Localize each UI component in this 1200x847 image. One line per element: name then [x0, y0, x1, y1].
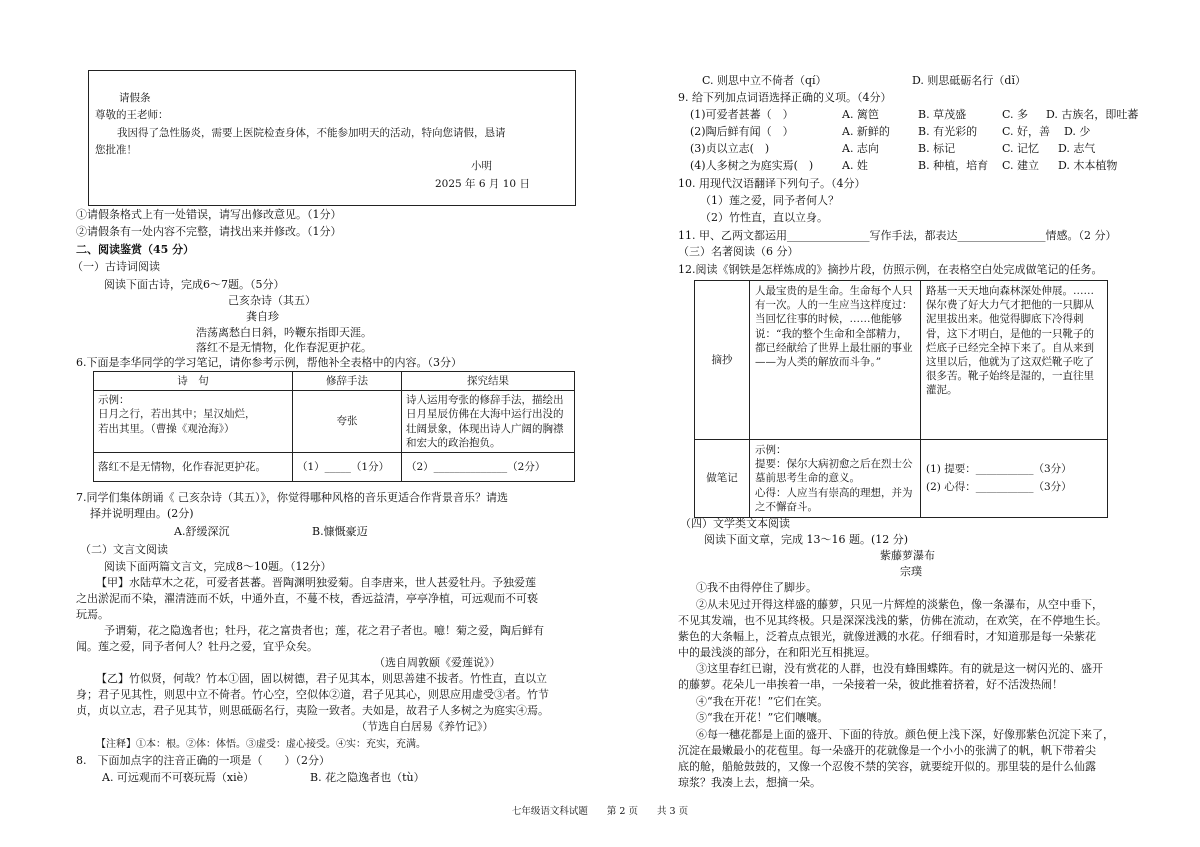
task-poem-line: 落红不是无情物，化作春泥更护花。 — [94, 452, 293, 481]
literature-intro: 阅读下面文章，完成 13～16 题。(12 分) — [704, 533, 909, 546]
q9-row4-d: D. 木本植物 — [1058, 159, 1118, 172]
section-2-title: 二、阅读鉴赏（45 分） — [76, 243, 195, 256]
question-6: 6.下面是李华同学的学习笔记，请你参考示例，帮他补全表格中的内容。（3分） — [76, 356, 462, 369]
question-10-sentence-2: （2）竹性直，直以立身。 — [700, 211, 828, 224]
reading-notes-table — [694, 280, 1108, 518]
q9-row3-d: D. 志气 — [1058, 142, 1096, 155]
q9-row2-item: (2)陶后鲜有闻（ ） — [690, 125, 794, 138]
subsection-literature: （四）文学类文本阅读 — [680, 517, 790, 530]
excerpt-task: 路基一天天地向森林深处伸展。……保尔费了好大力气才把他的一只脚从泥里拔出来。他觉得脚底下冷得刺骨，这下才明白，是他的一只靴子的烂底子已经完全掉下来了。自从来到这里以后，他就为了这双烂靴子吃了很多苦。靴子始终是湿的，一直往里灌泥。 — [921, 281, 1108, 440]
leave-body-1: 我因得了急性肠炎，需要上医院检查身体，不能参加明天的活动，特向您请假，恳请 — [117, 127, 506, 139]
q9-row2-b: B. 有光彩的 — [918, 125, 978, 138]
q9-row3-a: A. 志向 — [842, 142, 879, 155]
leave-note-box — [88, 70, 576, 206]
q9-row1-d: D. 古族名，即吐蕃 — [1046, 108, 1139, 121]
example-label: 示例： — [98, 394, 130, 407]
notes-summary-blank[interactable]: (1) 提要：___________（3分） — [926, 463, 1072, 476]
leave-date: 2025 年 6 月 10 日 — [435, 178, 530, 190]
poem-line-2: 落红不是无情物，化作春泥更护花。 — [196, 341, 372, 354]
text-yi-source: （节选自白居易《养竹记》） — [356, 720, 494, 733]
question-8-option-a: A. 可远观而不可亵玩焉（xiè） — [102, 771, 255, 784]
article-paragraph-1: ①我不由得停住了脚步。 — [696, 581, 817, 594]
q9-row4-c: C. 建立 — [1002, 159, 1040, 172]
article-paragraph-2-line-1: ②从未见过开得这样盛的藤萝，只见一片辉煌的淡紫色，像一条瀑布，从空中垂下， — [696, 598, 1103, 611]
excerpt-label: 摘抄 — [695, 281, 750, 440]
article-paragraph-2-line-4: 中的最浅淡的部分，在和阳光互相挑逗。 — [678, 646, 876, 659]
question-11: 11. 甲、乙两文都运用_______________写作手法，都表达________________情感。（2 分） — [678, 229, 1117, 242]
article-paragraph-2-line-3: 紫色的大条幅上，泛着点点银光，就像迸溅的水花。仔细看时，才知道那是每一朵紫花 — [678, 630, 1096, 643]
classical-intro: 阅读下面两篇文言文，完成8～10题。（12分） — [104, 560, 332, 573]
question-7-line-1: 7.同学们集体朗诵《 己亥杂诗（其五）》，你觉得哪种风格的音乐更适合作背景音乐？请选 — [76, 491, 508, 504]
leave-greeting: 尊敬的王老师： — [95, 109, 169, 121]
question-7-option-b: B.慷慨豪迈 — [312, 525, 368, 538]
article-paragraph-3-line-1: ③这里春红已谢，没有赏花的人群，也没有蜂围蝶阵。有的就是这一树闪光的、盛开 — [696, 662, 1103, 675]
poem-title: 己亥杂诗（其五） — [228, 294, 316, 307]
text-jia-line-4: 予谓菊，花之隐逸者也；牡丹，花之富贵者也；莲，花之君子者也。噫！菊之爱，陶后鲜有 — [104, 624, 544, 637]
q9-row3-c: C. 记忆 — [1002, 142, 1040, 155]
q9-row1-b: B. 草茂盛 — [918, 108, 967, 121]
question-8-option-c: C. 则思中立不倚者（qí） — [702, 74, 827, 87]
question-8-option-b: B. 花之隐逸者也（tù） — [310, 771, 425, 784]
text-jia-line-3: 玩焉。 — [76, 608, 109, 621]
article-paragraph-6-line-4: 琼浆？我凑上去，想摘一朵。 — [678, 776, 821, 789]
question-12: 12.阅读《钢铁是怎样炼成的》摘抄片段，仿照示例，在表格空白处完成做笔记的任务。 — [678, 263, 1103, 276]
subsection-classical: （二）文言文阅读 — [80, 543, 168, 556]
q9-row4-b: B. 种植，培育 — [918, 159, 989, 172]
notes-example-summary: 提要：保尔大病初愈之后在烈士公墓前思考生命的意义。 — [755, 458, 913, 485]
q9-row2-d: D. 少 — [1064, 125, 1091, 138]
text-jia-source: （选自周敦颐《爱莲说》） — [374, 656, 501, 669]
text-yi-line-1: 【乙】竹似贤，何哉？竹本①固，固以树德，君子见其本，则思善建不拔者。竹性直，直以立 — [96, 672, 547, 685]
annotations: 【注释】①本：根。②体：体悟。③虚受：虚心接受。④实：充实，充满。 — [96, 739, 426, 750]
article-title: 紫藤萝瀑布 — [880, 549, 935, 562]
header-poem-line: 诗 句 — [94, 372, 293, 391]
question-9-title: 9. 给下列加点词语选择正确的义项。（4分） — [678, 91, 892, 104]
article-paragraph-6-line-1: ⑥每一穗花都是上面的盛开、下面的待放。颜色便上浅下深，好像那紫色沉淀下来了， — [696, 728, 1114, 741]
task-rhetoric-blank[interactable]: （1）_____（1分） — [293, 452, 402, 481]
poem-line-1: 浩荡离愁白日斜，吟鞭东指即天涯。 — [196, 326, 372, 339]
notes-label: 做笔记 — [695, 440, 750, 518]
example-line-2: 若出其里。（曹操《观沧海》） — [98, 422, 235, 435]
q9-row3-item: (3)贞以立志( ) — [690, 142, 770, 155]
notes-insight-blank[interactable]: (2) 心得：___________（3分） — [926, 481, 1072, 494]
question-10-sentence-1: （1）莲之爱，同予者何人？ — [700, 194, 839, 207]
text-yi-line-2: 身；君子见其性，则思中立不倚者。竹心空，空似体②道，君子见其心，则思应用虚受③者。竹节 — [76, 688, 549, 701]
q9-row1-c: C. 多 — [1002, 108, 1029, 121]
text-jia-line-2: 之出淤泥而不染，濯清涟而不妖，中通外直，不蔓不枝，香远益清，亭亭净植，可远观而不可亵 — [76, 592, 538, 605]
notes-task — [921, 440, 1108, 518]
article-author: 宗璞 — [900, 565, 922, 578]
article-paragraph-6-line-3: 底的舱，船舱鼓鼓的，又像一个忍俊不禁的笑容，就要绽开似的。那里装的是什么仙露 — [678, 760, 1096, 773]
text-yi-line-3: 贞，贞以立志，君子见其节，则思砥砺名行，夷险一致者。夫如是，故君子人多树之为庭实④焉。 — [76, 704, 549, 717]
question-10-title: 10. 用现代汉语翻译下列句子。（4分） — [678, 177, 866, 190]
header-rhetoric: 修辞手法 — [293, 372, 402, 391]
page-footer: 七年级语文科试题 第 2 页 共 3 页 — [511, 806, 689, 817]
article-paragraph-5: ⑤“我在开花！”它们嚷嚷。 — [696, 711, 829, 724]
question-8: 8. 下面加点字的注音正确的一项是（ ）（2分） — [76, 754, 330, 767]
q9-row4-a: A. 姓 — [842, 159, 868, 172]
leave-question-1: ①请假条格式上有一处错误，请写出修改意见。（1分） — [76, 208, 342, 221]
q9-row1-item: (1)可爱者甚蕃（ ） — [690, 108, 794, 121]
article-paragraph-6-line-2: 沉淀在最嫩最小的花苞里。每一朵盛开的花就像是一个小小的张满了的帆，帆下带着尖 — [678, 744, 1096, 757]
notes-example-title: 示例： — [755, 444, 787, 456]
task-result-blank[interactable]: （2）______________（2分） — [402, 452, 575, 481]
poetry-intro: 阅读下面古诗，完成6～7题。（5分） — [104, 278, 285, 291]
question-8-option-d: D. 则思砥砺名行（dǐ） — [912, 74, 1026, 87]
excerpt-example: 人最宝贵的是生命。生命每个人只有一次。人的一生应当这样度过：当回忆往事的时候，……他能够说：“我的整个生命和全部精力，都已经献给了世界上最壮丽的事业——为人类的解放而斗争。” — [750, 281, 921, 440]
poem-author: 龚自珍 — [246, 310, 279, 323]
text-jia-line-1: 【甲】水陆草木之花，可爱者甚蕃。晋陶渊明独爱菊。自李唐来，世人甚爱牡丹。予独爱莲 — [96, 576, 536, 589]
q9-row2-a: A. 新鲜的 — [842, 125, 890, 138]
leave-question-2: ②请假条有一处内容不完整，请找出来并修改。（1分） — [76, 225, 342, 238]
q9-row4-item: (4)人多树之为庭实焉( ) — [690, 159, 814, 172]
q9-row1-a: A. 篱笆 — [842, 108, 879, 121]
text-jia-line-5: 闻。莲之爱，同予者何人？牡丹之爱，宜乎众矣。 — [76, 640, 318, 653]
leave-signer: 小明 — [471, 160, 492, 172]
example-result: 诗人运用夸张的修辞手法，描绘出日月星辰仿佛在大海中运行出没的壮阔景象，体现出诗人广阔的胸襟和宏大的政治抱负。 — [402, 391, 575, 453]
example-rhetoric: 夸张 — [293, 391, 402, 453]
header-result: 探究结果 — [402, 372, 575, 391]
question-7-option-a: A.舒缓深沉 — [174, 525, 230, 538]
leave-body-2: 您批准！ — [95, 144, 137, 156]
example-line-1: 日月之行，若出其中；星汉灿烂， — [98, 408, 256, 421]
subsection-poetry: （一）古诗词阅读 — [72, 260, 160, 273]
article-paragraph-4: ④“我在开花！”它们在笑。 — [696, 695, 829, 708]
leave-title: 请假条 — [119, 92, 151, 104]
q9-row3-b: B. 标记 — [918, 142, 956, 155]
question-7-line-2: 择并说明理由。(2分) — [90, 507, 194, 520]
notes-example — [750, 440, 921, 518]
article-paragraph-3-line-2: 的藤萝。花朵儿一串挨着一串，一朵接着一朵，彼此推着挤着，好不活泼热闹！ — [678, 678, 1063, 691]
study-notes-table — [93, 371, 575, 482]
subsection-classic-book: （三）名著阅读（6 分） — [678, 245, 799, 258]
article-paragraph-2-line-2: 不见其发端，也不见其终极。只是深深浅浅的紫，仿佛在流动，在欢笑，在不停地生长。 — [678, 614, 1107, 627]
example-poem-cell — [94, 391, 293, 453]
q9-row2-c: C. 好，善 — [1002, 125, 1051, 138]
notes-example-insight: 心得：人应当有崇高的理想，并为之不懈奋斗。 — [755, 486, 913, 513]
